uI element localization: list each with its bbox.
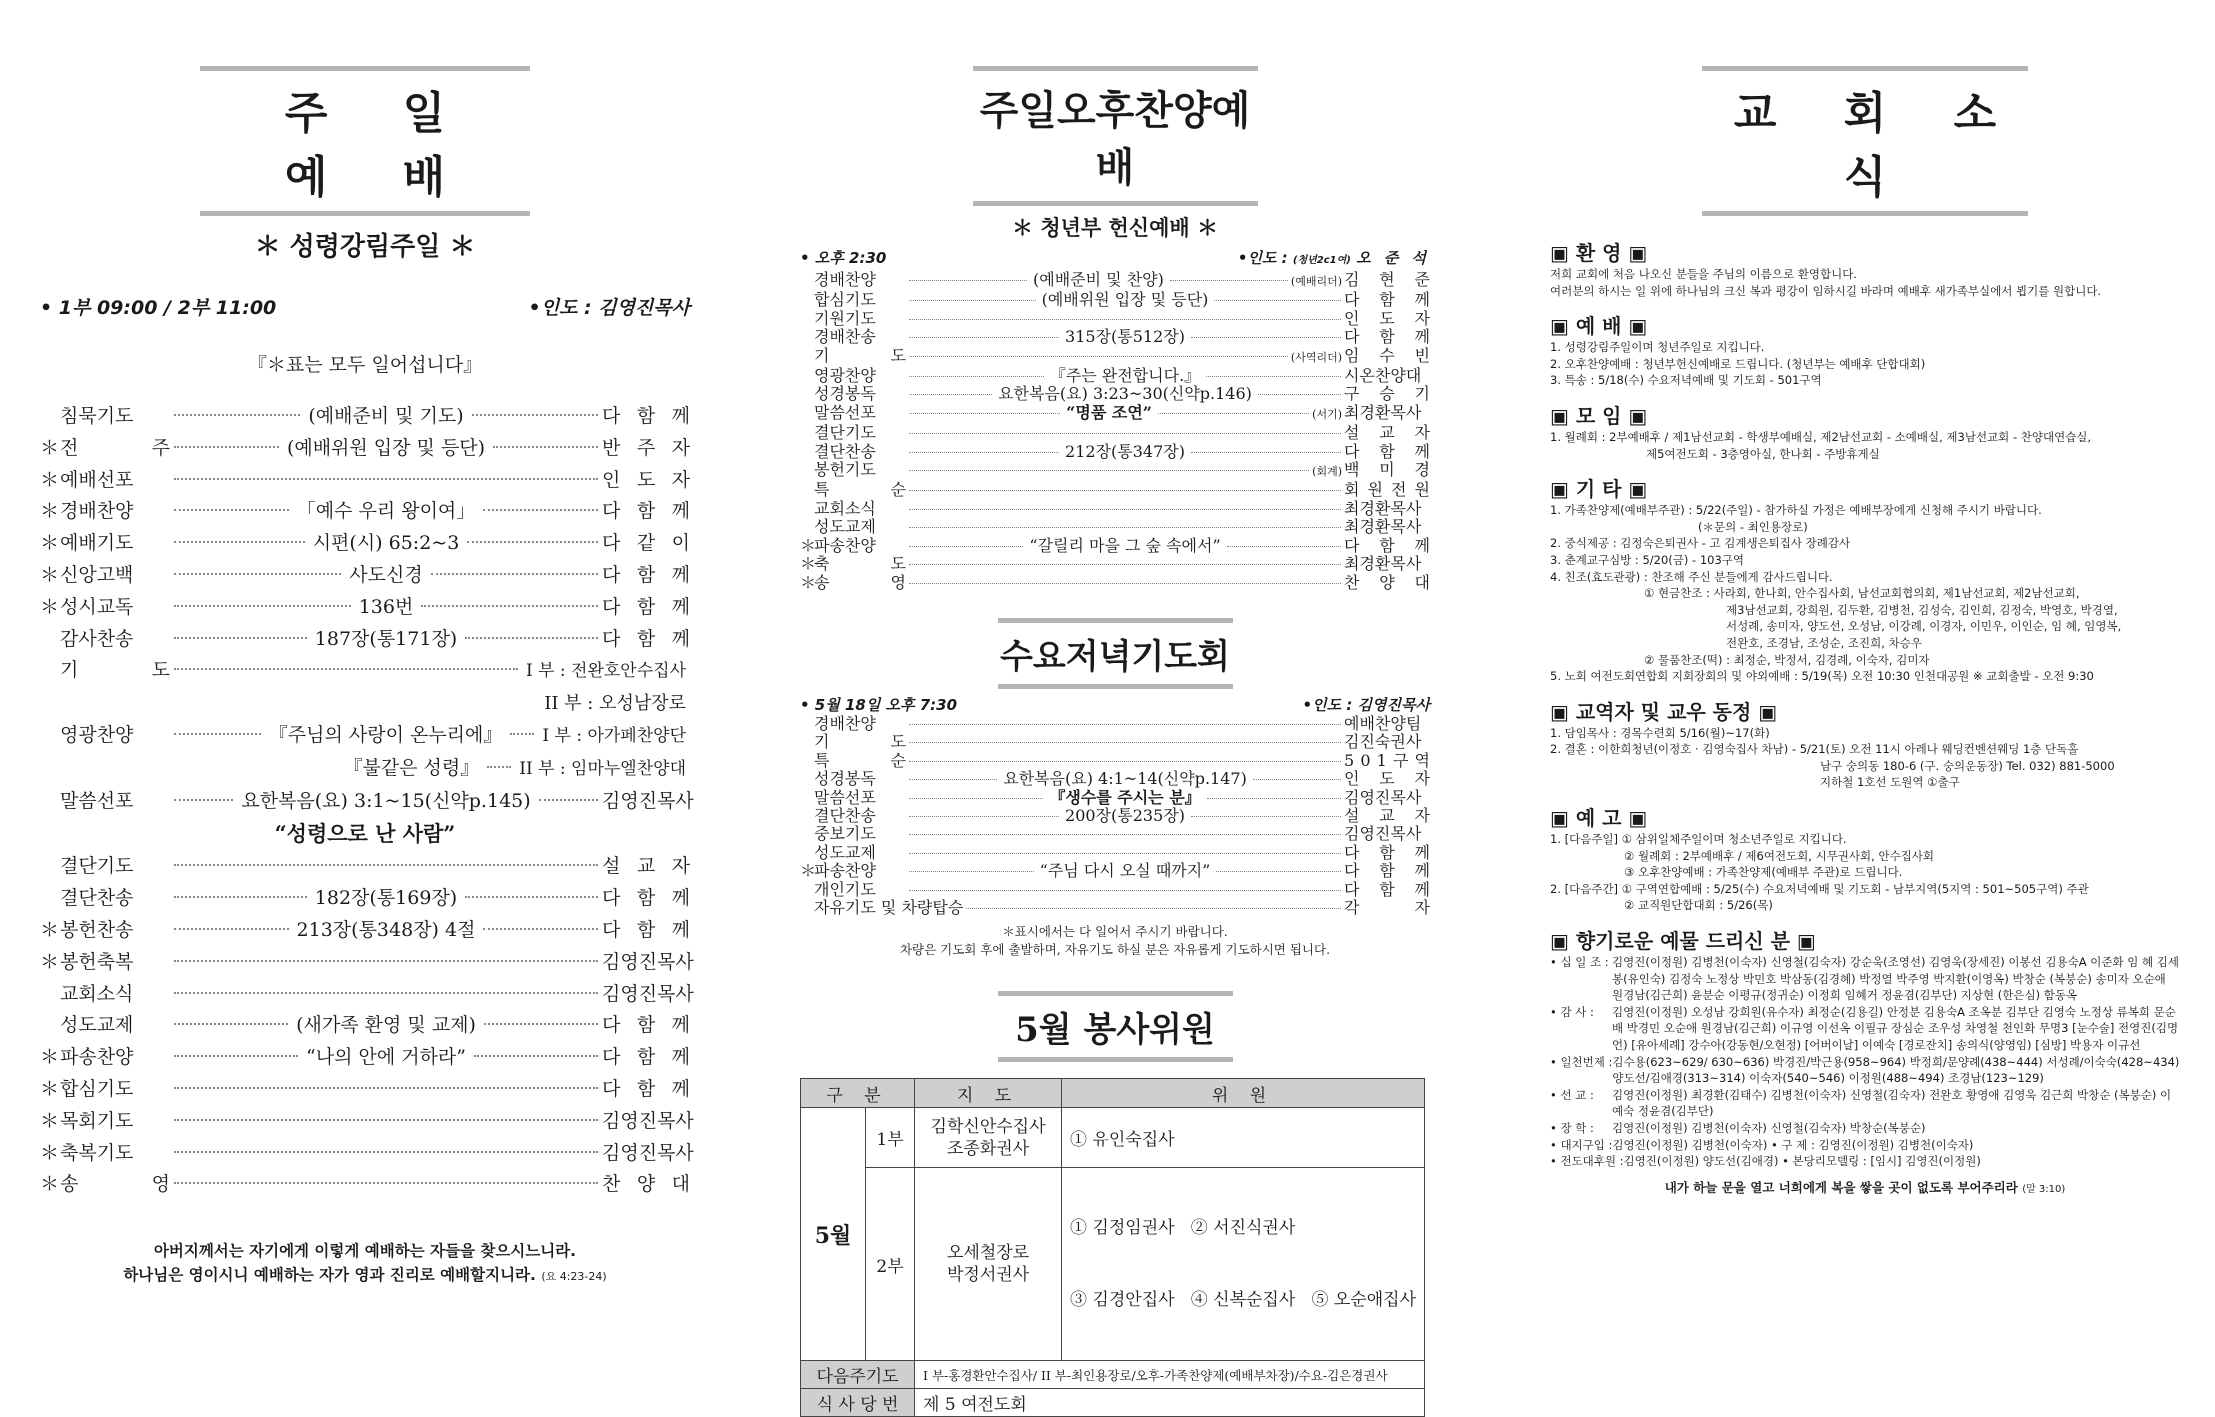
notice-text: 1. [다음주일] ① 삼위일체주일이며 청소년주일로 지킵니다. ② 월례회 : 2부예배후 / 제6여전도회, 시무권사회, 안수집사회 ③ 오후찬양예배 : 가족찬양제(예배부 주관)로 드립니다. 2. [다음주간] ① 구역연합예배 : 5/25(수) 수요저녁예배 및 기도회 - 남부지역(5지역 : 501~505구역) 주관 ② 교직원단합대회 : 5/26(목) — [1550, 832, 2089, 913]
meeting-text: 1. 월례회 : 2부예배후 / 제1남선교회 - 학생부예배실, 제2남선교회 - 소예배실, 제3남선교회 - 찬양대연습실, 제5여전도회 - 3층영아실, 한나회 - 주방휴게실 — [1550, 429, 2092, 461]
table-cell-month: 5월 — [801, 1108, 866, 1361]
order-row: ＊ 축 도 최경환목사 — [800, 554, 1422, 574]
order-row: 교회소식 김영진목사 — [60, 982, 694, 1005]
worship-news-text: 1. 성령강림주일이며 청년주일로 지킵니다. 2. 오후찬양예배 : 청년부헌신예배로 드립니다. (청년부는 예배후 단합대회) 3. 특송 : 5/18(수) 수요저녁예배 및 기도회 - 501구역 — [1550, 340, 1926, 388]
order-of-service-part1 — [40, 401, 690, 655]
order-row: 결단찬송 182장(통169장) 다 함 께 — [60, 887, 691, 910]
staff-news-heading: ▣ 교역자 및 교우 동정 ▣ — [1550, 699, 1778, 724]
order-row: 침묵기도 (예배준비 및 기도) 다 함 께 — [60, 405, 691, 427]
order-row: 합심기도 (예배위원 입장 및 등단) 다 함 께 — [814, 290, 1431, 310]
order-row: 성경봉독 요한복음(요) 4:1~14(신약p.147) 인 도 자 — [814, 769, 1431, 789]
bible-verse-line-1: 아버지께서는 자기에게 이렇게 예배하는 자들을 찾으시느니라. — [153, 1242, 577, 1261]
closing-verse: 내가 하늘 문을 열고 너희에게 복을 쌓을 곳이 없도록 부어주리라 (말 3:10) — [1664, 1179, 2066, 1195]
order-row-prayer: 기 도 I 부 : 전완호안수집사 — [60, 659, 686, 682]
list-item: • 일천번제 : 김수용(623~629/ 630~636) 박경진/박근용(958~964) 박정희/문양례(438~444) 서성례/이숙숙(428~434) 양도선/김애경(313~314) 이숙자(540~546) 이정원(488~494) 조경남(123~129) — [1550, 1054, 2180, 1086]
table-cell-members: ① 김정임권사 ② 서진식권사 ③ 김경안집사 ④ 신복순집사 ⑤ 오순애집사 — [1062, 1168, 1425, 1361]
order-row: ＊ 축복기도 김영진목사 — [40, 1141, 694, 1164]
bible-verse — [40, 1239, 690, 1289]
order-row: 특 순 회 원 전 원 — [814, 480, 1430, 500]
order-row: 중보기도 김영진목사 — [814, 824, 1422, 844]
table-row — [801, 1168, 1425, 1361]
order-row: 경배찬양 (예배준비 및 찬양) (예배리더) 김 현 준 — [814, 270, 1431, 289]
afternoon-worship-title: 주일오후찬양예배 — [973, 66, 1258, 206]
order-row: ＊ 목회기도 김영진목사 — [40, 1109, 694, 1132]
sermon-title: “성령으로 난 사람” — [274, 821, 456, 847]
table-cell-meal: 제 5 여전도회 — [915, 1389, 1425, 1417]
wednesday-time: • 5월 18일 오후 7:30 — [800, 695, 958, 714]
list-item: • 감 사 : 김영진(이정원) 오성남 강희원(유수자) 최정순(김용길) 안정분 김용숙A 조옥분 김부단 김영숙 노정상 류복희 문순배 박경민 오순애 원경남(김근희) 이규영 이선옥 이필규 장심순 조우성 차영철 천인화 무명3 [눈수술] 전영진(김명언) [유아세례] 강수아(강동현/오현정) [어버이날] 이예숙 [경로잔치] 송의식(양영임) [심방] 박용자 이규선 — [1550, 1004, 2179, 1052]
afternoon-worship-subtitle: ＊ 청년부 헌신예배 ＊ — [1012, 215, 1218, 240]
afternoon-worship-meta — [800, 248, 1430, 271]
etc-heading: ▣ 기 타 ▣ — [1550, 477, 1648, 502]
order-row: 결단기도 설 교 자 — [60, 855, 690, 878]
order-row: ＊ 예배선포 인 도 자 — [40, 468, 690, 491]
order-row: 기 도 김진숙권사 — [814, 732, 1422, 752]
church-news-column — [1550, 0, 2180, 1240]
order-row: 감사찬송 187장(통171장) 다 함 께 — [60, 627, 691, 650]
church-news-title: 교 회 소 식 — [1702, 66, 2028, 216]
order-row: 기원기도 인 도 자 — [814, 308, 1430, 328]
afternoon-leader: •인도 : (청년2c1여) 오 준 석 — [1237, 249, 1430, 267]
sunday-worship-subtitle: ＊ 성령강림주일 ＊ — [254, 232, 476, 262]
offering-list — [1550, 954, 2180, 1170]
sunday-worship-column — [40, 0, 694, 1285]
wednesday-prayer-title: 수요저녁기도회 — [998, 618, 1233, 689]
table-header-leader: 지 도 — [915, 1079, 1062, 1108]
notice-heading: ▣ 예 고 ▣ — [1550, 806, 1648, 831]
table-cell-leader: 오세철장로 박정서권사 — [915, 1168, 1062, 1361]
order-row-sermon: 말씀선포 요한복음(요) 3:1~15(신약p.145) 김영진목사 — [60, 789, 694, 812]
order-row: 말씀선포 “명품 조연” (서기) 최경환목사 — [814, 402, 1422, 422]
order-of-service-part2 — [40, 851, 694, 1201]
order-row: 자유기도 및 차량탑승 각 자 — [814, 897, 1430, 917]
welcome-text: 저희 교회에 처음 나오신 분들을 주님의 이름으로 환영합니다. 여러분의 하시는 일 위에 하나님의 크신 복과 평강이 임하시길 바라며 예배후 새가족부실에서 뵙기를 원합니다. — [1550, 267, 2102, 298]
table-row — [801, 1108, 1425, 1168]
order-row: 기 도 (사역리더) 임 수 빈 — [814, 345, 1430, 365]
sunday-worship-title: 주 일 예 배 — [200, 66, 530, 216]
order-row: 성도교제 다 함 께 — [814, 842, 1430, 862]
bible-verse-line-2: 하나님은 영이시니 예배하는 자가 영과 진리로 예배할지니라. (요 4:23-24) — [123, 1266, 607, 1285]
table-cell-next-prayer: I 부-홍경환안수집사/ II 부-최인용장로/오후-가족찬양제(예배부차장)/수요-김은경권사 — [915, 1361, 1425, 1389]
order-row: ＊ 합심기도 다 함 께 — [40, 1077, 690, 1100]
wednesday-leader: •인도 : 김영진목사 — [1302, 695, 1430, 714]
order-row: 교회소식 최경환목사 — [814, 498, 1422, 518]
order-row: ＊ 파송찬양 “나의 안에 거하라” 다 함 께 — [40, 1046, 691, 1069]
order-row: 특 순 5 0 1 구 역 — [814, 750, 1430, 770]
standing-note: 『＊표는 모두 일어섭니다』 — [247, 354, 483, 376]
order-row: 개인기도 다 함 께 — [814, 879, 1430, 899]
service-committee-title: 5월 봉사위원 — [998, 991, 1233, 1062]
order-row-praise: 영광찬양 『주님의 사랑이 온누리에』 I 부 : 아가페찬양단 — [60, 723, 686, 746]
table-cell-part: 2부 — [866, 1168, 915, 1361]
service-committee-table — [800, 1078, 1425, 1417]
list-item: • 선 교 : 김영진(이정원) 최경환(김태수) 김병천(이숙자) 신영철(김숙자) 전완호 황영애 김영욱 김근희 박창순 (복붕순) 이예숙 정윤겸(김부단) — [1550, 1087, 2172, 1119]
order-row: 영광찬양 『주는 완전합니다.』 시온찬양대 — [814, 366, 1422, 386]
order-row: 성도교제 (새가족 환영 및 교제) 다 함 께 — [60, 1014, 690, 1037]
order-row: ＊ 송 영 찬 양 대 — [800, 572, 1430, 592]
order-row: 성경봉독 요한복음(요) 3:23~30(신약p.146) 구 승 기 — [814, 384, 1430, 404]
table-cell-meal-label: 식 사 당 번 — [801, 1389, 915, 1417]
table-header-row — [801, 1079, 1425, 1108]
table-row — [801, 1389, 1425, 1417]
staff-news-text: 1. 담임목사 : 경목수련회 5/16(월)~17(화) 2. 결혼 : 이한희청년(이정호 · 김영숙집사 차남) - 5/21(토) 오전 11시 아레나 웨딩컨벤션웨딩 1층 단독홀 남구 숭의동 180-6 (구. 숭의운동장) Tel. 032) 881-5000 지하철 1호선 도원역 ①출구 — [1550, 725, 2115, 790]
service-time: • 1부 09:00 / 2부 11:00 — [40, 297, 277, 319]
table-header-division: 구 분 — [801, 1079, 915, 1108]
wednesday-order-of-service — [800, 715, 1430, 917]
order-row: ＊ 봉헌축복 김영진목사 — [40, 950, 694, 973]
order-row: ＊ 예배기도 시편(시) 65:2~3 다 같 이 — [40, 532, 691, 555]
welcome-heading: ▣ 환 영 ▣ — [1550, 241, 1648, 265]
afternoon-order-of-service — [800, 271, 1430, 592]
worship-news-heading: ▣ 예 배 ▣ — [1550, 314, 1648, 339]
etc-text: 1. 가족찬양제(예배부주관) : 5/22(주일) - 참가하실 가정은 예배부장에게 신청해 주시기 바랍니다. (＊문의 - 최인용장로) 2. 중식제공 : 김정숙은퇴권사 - 고 김계생은퇴집사 장례감사 3. 춘계교구심방 : 5/20(금) - 103구역 4. 친조(효도관광) : 찬조해 주신 분들에게 감사드립니다. ① 현금찬조 : 사라회, 한나회, 안수집사회, 남선교회협의회, 제1남선교회, 제2남선교회, 제3남선교회, 강희원, 김두환, 김병천, 김성숙, 김인희, 김정숙, 박영호, 박경열, 서성례, 송미자, 양도선, 오성남, 이강례, 이경자, 이민우, 이인순, 임 혜, 임영복, 전완호, 조경남, 조성순, 조진희, 차승우 ② 물품찬조(떡) : 최정순, 박정서, 김경례, 이숙자, 김미자 5. 노회 여전도회연합회 지회장회의 및 야외예배 : 5/19(목) 오전 10:30 인천대공원 ※ 교회출발 - 오전 9:30 — [1550, 503, 2122, 684]
list-item: • 장 학 : 김영진(이정원) 김병천(이숙자) 신영철(김숙자) 박창순(복붕순) — [1550, 1120, 1926, 1135]
offering-heading: ▣ 향기로운 예물 드리신 분 ▣ — [1550, 929, 1816, 954]
service-leader: •인도 : 김영진목사 — [528, 297, 690, 319]
order-row: 경배찬송 315장(통512장) 다 함 께 — [814, 327, 1430, 347]
table-row — [801, 1361, 1425, 1389]
order-row: 결단찬송 200장(통235장) 설 교 자 — [814, 805, 1430, 825]
afternoon-worship-column — [800, 0, 1431, 1416]
table-cell-members: ① 유인숙집사 — [1062, 1108, 1425, 1168]
table-cell-leader: 김학신안수집사 조종화권사 — [915, 1108, 1062, 1168]
order-row: 경배찬양 예배찬양팀 — [814, 713, 1422, 733]
list-item: • 십 일 조 : 김영진(이정원) 김병천(이숙자) 신영철(김숙자) 강순욱(조영선) 김영욱(장세진) 이봉선 김용숙A 이준화 임 혜 김세봉(유인숙) 김정숙 노정상 박민호 박삼동(김경혜) 박정열 박주영 박지환(이영옥) 박창순 (복붕순) 송미자 오순애 원경남(김근희) 윤분순 이평규(정귀순) 이정희 임혜거 정윤겸(김부단) 지상현 (한은심) 함동옥 — [1550, 955, 2179, 1003]
list-item: • 전도대후원 : 김영진(이정원) 양도선(김애경) • 본당리모델링 : [임시] 김영진(이정원) — [1550, 1154, 1981, 1169]
order-row: ＊ 송 영 찬 양 대 — [40, 1173, 690, 1196]
order-row: 결단찬송 212장(통347장) 다 함 께 — [814, 441, 1430, 461]
sunday-worship-meta — [40, 293, 690, 320]
table-header-members: 위 원 — [1062, 1079, 1425, 1108]
order-row: 봉헌기도 (회계) 백 미 경 — [814, 460, 1430, 480]
wednesday-meta — [800, 695, 1430, 715]
order-row: 결단기도 설 교 자 — [814, 423, 1430, 443]
order-row-praise-2: 『불같은 성령』 II 부 : 임마누엘찬양대 — [343, 756, 686, 779]
list-item: • 대지구입 : 김영진(이정원) 김병천(이숙자) • 구 제 : 김영진(이정원) 김병천(이숙자) — [1550, 1137, 1974, 1152]
afternoon-time: • 오후 2:30 — [800, 249, 887, 267]
order-row: ＊ 파송찬양 “주님 다시 오실 때까지” 다 함 께 — [800, 861, 1431, 881]
wednesday-note: ＊표시에서는 다 일어서 주시기 바랍니다. 차량은 기도회 후에 출발하며, 자유기도 하실 분은 자유롭게 기도하시면 됩니다. — [899, 924, 1331, 958]
prayer-second-service: II 부 : 오성남장로 — [544, 693, 686, 715]
order-row: ＊ 경배찬양 「예수 우리 왕이여」 다 함 께 — [40, 500, 690, 523]
table-cell-part: 1부 — [866, 1108, 915, 1168]
order-row: ＊ 신앙고백 사도신경 다 함 께 — [40, 563, 691, 586]
table-cell-next-prayer-label: 다음주기도 — [801, 1361, 915, 1389]
order-row: ＊ 봉헌찬송 213장(통348장) 4절 다 함 께 — [40, 918, 690, 941]
meeting-heading: ▣ 모 임 ▣ — [1550, 403, 1648, 428]
order-row: 성도교제 최경환목사 — [814, 517, 1422, 537]
order-row: ＊ 전 주 (예배위원 입장 및 등단) 반 주 자 — [40, 436, 691, 459]
order-row: ＊ 파송찬양 “갈릴리 마을 그 숲 속에서” 다 함 께 — [800, 535, 1431, 555]
order-row: 말씀선포 『생수를 주시는 분』 김영진목사 — [814, 787, 1422, 807]
order-row: ＊ 성시교독 136번 다 함 께 — [40, 595, 690, 618]
